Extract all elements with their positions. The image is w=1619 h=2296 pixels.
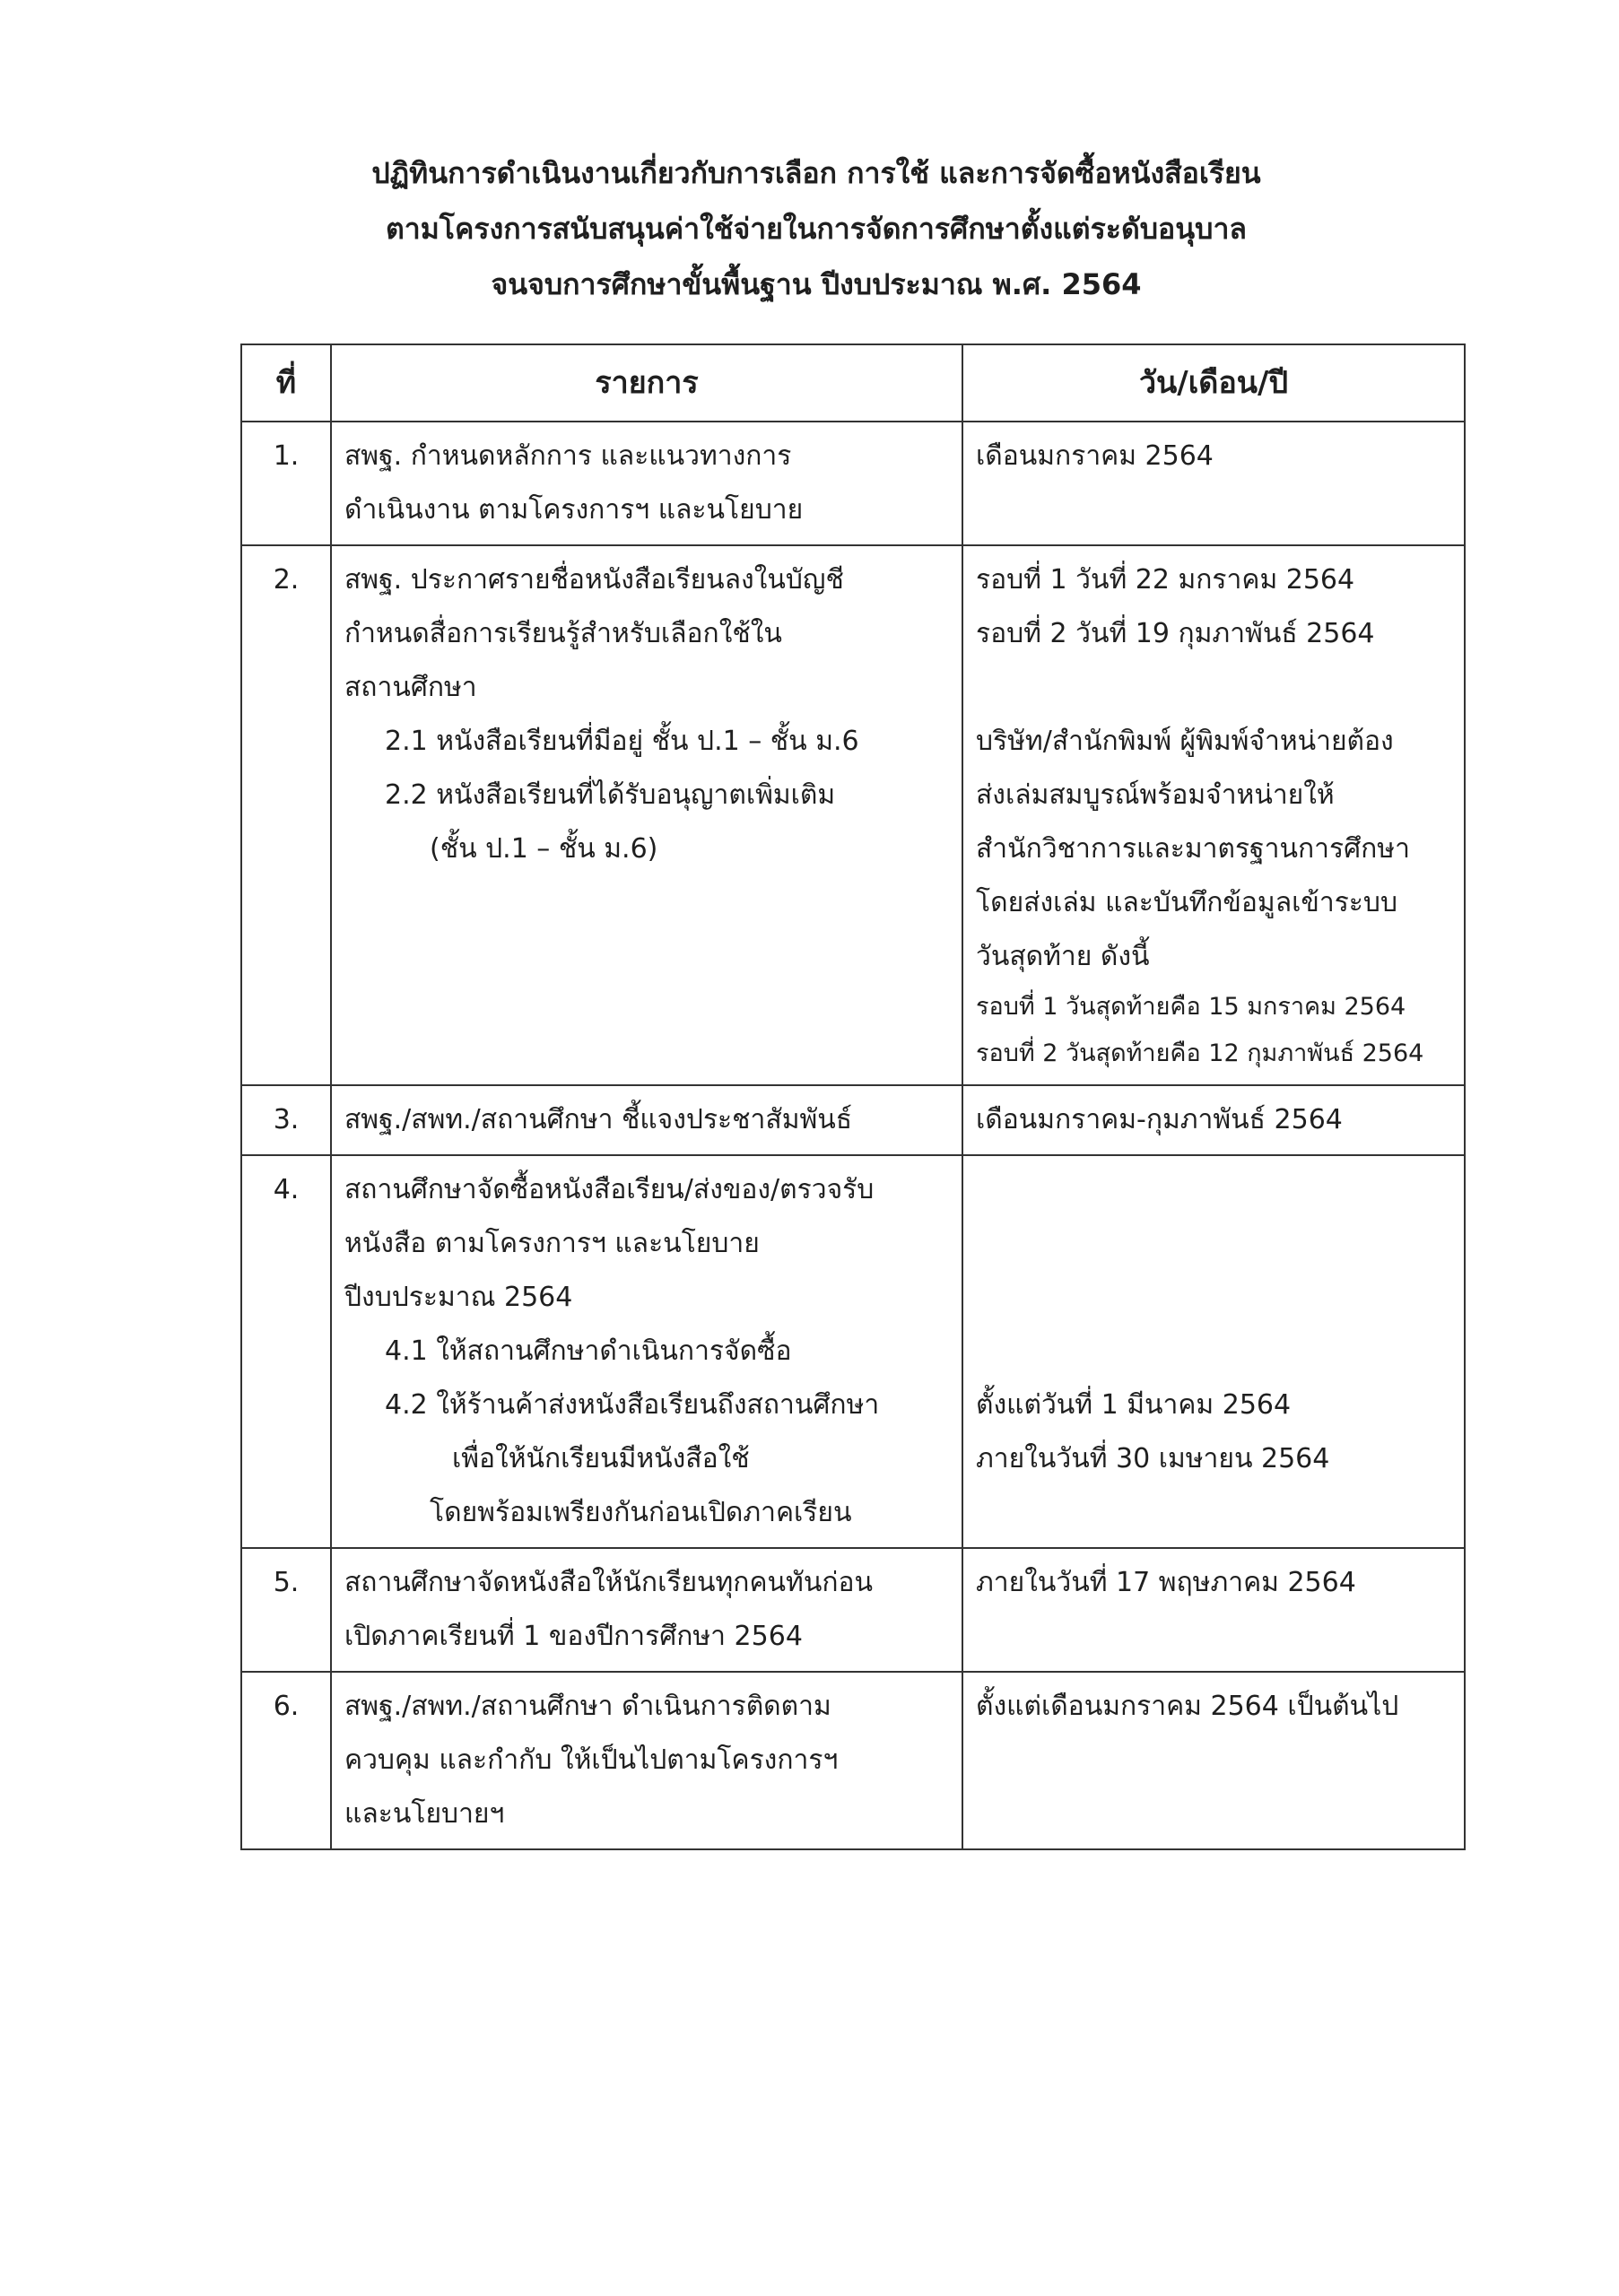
row-date <box>962 545 1465 1085</box>
row-number: 5. <box>241 1548 331 1672</box>
item-line: สถานศึกษา <box>344 672 477 703</box>
item-line: ดำเนินงาน ตามโครงการฯ และนโยบาย <box>344 494 804 526</box>
deadline-line: รอบที่ 2 วันสุดท้ายคือ 12 กุมภาพันธ์ 2564 <box>976 1039 1424 1067</box>
deadline-line: รอบที่ 1 วันสุดท้ายคือ 15 มกราคม 2564 <box>976 993 1406 1021</box>
header-number: ที่ <box>241 344 331 422</box>
header-date: วัน/เดือน/ปี <box>962 344 1465 422</box>
row-number: 4. <box>241 1155 331 1548</box>
table-header-row <box>241 344 1465 422</box>
item-subline: 4.2 ให้ร้านค้าส่งหนังสือเรียนถึงสถานศึกษา <box>385 1389 880 1421</box>
date-note-line: วันสุดท้าย ดังนี้ <box>976 941 1150 972</box>
item-line: หนังสือ ตามโครงการฯ และนโยบาย <box>344 1228 760 1259</box>
date-line: ตั้งแต่วันที่ 1 มีนาคม 2564 <box>976 1389 1292 1421</box>
date-line: รอบที่ 2 วันที่ 19 กุมภาพันธ์ 2564 <box>976 618 1375 649</box>
item-line: สถานศึกษาจัดหนังสือให้นักเรียนทุกคนทันก่อน <box>344 1567 874 1598</box>
row-date <box>962 422 1465 545</box>
row-number: 3. <box>241 1085 331 1155</box>
date-note-line: โดยส่งเล่ม และบันทึกข้อมูลเข้าระบบ <box>976 887 1398 918</box>
item-subline: 2.2 หนังสือเรียนที่ได้รับอนุญาตเพิ่มเติม <box>385 779 836 811</box>
row-number: 2. <box>241 545 331 1085</box>
date-note-line: บริษัท/สำนักพิมพ์ ผู้พิมพ์จำหน่ายต้อง <box>976 726 1394 757</box>
date-line: เดือนมกราคม 2564 <box>976 440 1214 472</box>
row-number: 6. <box>241 1672 331 1849</box>
item-line: กำหนดสื่อการเรียนรู้สำหรับเลือกใช้ใน <box>344 618 782 649</box>
document-title <box>233 145 1399 312</box>
spacer <box>976 661 1451 715</box>
table-row <box>241 1155 1465 1548</box>
row-date <box>962 1155 1465 1548</box>
row-date <box>962 1672 1465 1849</box>
row-item <box>331 1548 962 1672</box>
row-date <box>962 1548 1465 1672</box>
item-line: สถานศึกษาจัดซื้อหนังสือเรียน/ส่งของ/ตรวจรับ <box>344 1174 875 1205</box>
row-item <box>331 545 962 1085</box>
date-line: เดือนมกราคม-กุมภาพันธ์ 2564 <box>976 1104 1343 1135</box>
row-item <box>331 422 962 545</box>
date-line: ภายในวันที่ 17 พฤษภาคม 2564 <box>976 1567 1356 1598</box>
schedule-table <box>240 344 1466 1850</box>
item-subline: เพื่อให้นักเรียนมีหนังสือใช้ <box>452 1443 750 1474</box>
item-line: สพฐ./สพท./สถานศึกษา ดำเนินการติดตาม <box>344 1691 831 1722</box>
title-line-3: จนจบการศึกษาขั้นพื้นฐาน ปีงบประมาณ พ.ศ. 2564 <box>491 267 1142 301</box>
row-item <box>331 1672 962 1849</box>
item-subline: 4.1 ให้สถานศึกษาดำเนินการจัดซื้อ <box>385 1335 792 1367</box>
table-row <box>241 422 1465 545</box>
item-subline: โดยพร้อมเพรียงกันก่อนเปิดภาคเรียน <box>430 1497 852 1528</box>
item-line: เปิดภาคเรียนที่ 1 ของปีการศึกษา 2564 <box>344 1621 803 1652</box>
header-item: รายการ <box>331 344 962 422</box>
row-date <box>962 1085 1465 1155</box>
item-subline: 2.1 หนังสือเรียนที่มีอยู่ ชั้น ป.1 – ชั้น ม.6 <box>385 726 859 757</box>
table-row <box>241 545 1465 1085</box>
item-line: ปีงบประมาณ 2564 <box>344 1282 573 1313</box>
row-item <box>331 1085 962 1155</box>
table-row <box>241 1672 1465 1849</box>
table-row <box>241 1548 1465 1672</box>
date-note-line: สำนักวิชาการและมาตรฐานการศึกษา <box>976 833 1410 865</box>
table-row <box>241 1085 1465 1155</box>
title-line-2: ตามโครงการสนับสนุนค่าใช้จ่ายในการจัดการศึกษาตั้งแต่ระดับอนุบาล <box>385 212 1248 246</box>
item-line: สพฐ. กำหนดหลักการ และแนวทางการ <box>344 440 792 472</box>
item-subline: (ชั้น ป.1 – ชั้น ม.6) <box>430 833 658 865</box>
date-note-line: ส่งเล่มสมบูรณ์พร้อมจำหน่ายให้ <box>976 779 1335 811</box>
title-line-1: ปฏิทินการดำเนินงานเกี่ยวกับการเลือก การใช้ และการจัดซื้อหนังสือเรียน <box>371 156 1261 190</box>
date-line: รอบที่ 1 วันที่ 22 มกราคม 2564 <box>976 564 1355 596</box>
row-number: 1. <box>241 422 331 545</box>
item-line: ควบคุม และกำกับ ให้เป็นไปตามโครงการฯ <box>344 1744 839 1776</box>
item-line: สพฐ. ประกาศรายชื่อหนังสือเรียนลงในบัญชี <box>344 564 844 596</box>
spacer <box>976 1163 1451 1378</box>
date-line: ภายในวันที่ 30 เมษายน 2564 <box>976 1443 1330 1474</box>
date-line: ตั้งแต่เดือนมกราคม 2564 เป็นต้นไป <box>976 1691 1399 1722</box>
item-line: สพฐ./สพท./สถานศึกษา ชี้แจงประชาสัมพันธ์ <box>344 1104 853 1135</box>
row-item <box>331 1155 962 1548</box>
item-line: และนโยบายฯ <box>344 1798 505 1830</box>
